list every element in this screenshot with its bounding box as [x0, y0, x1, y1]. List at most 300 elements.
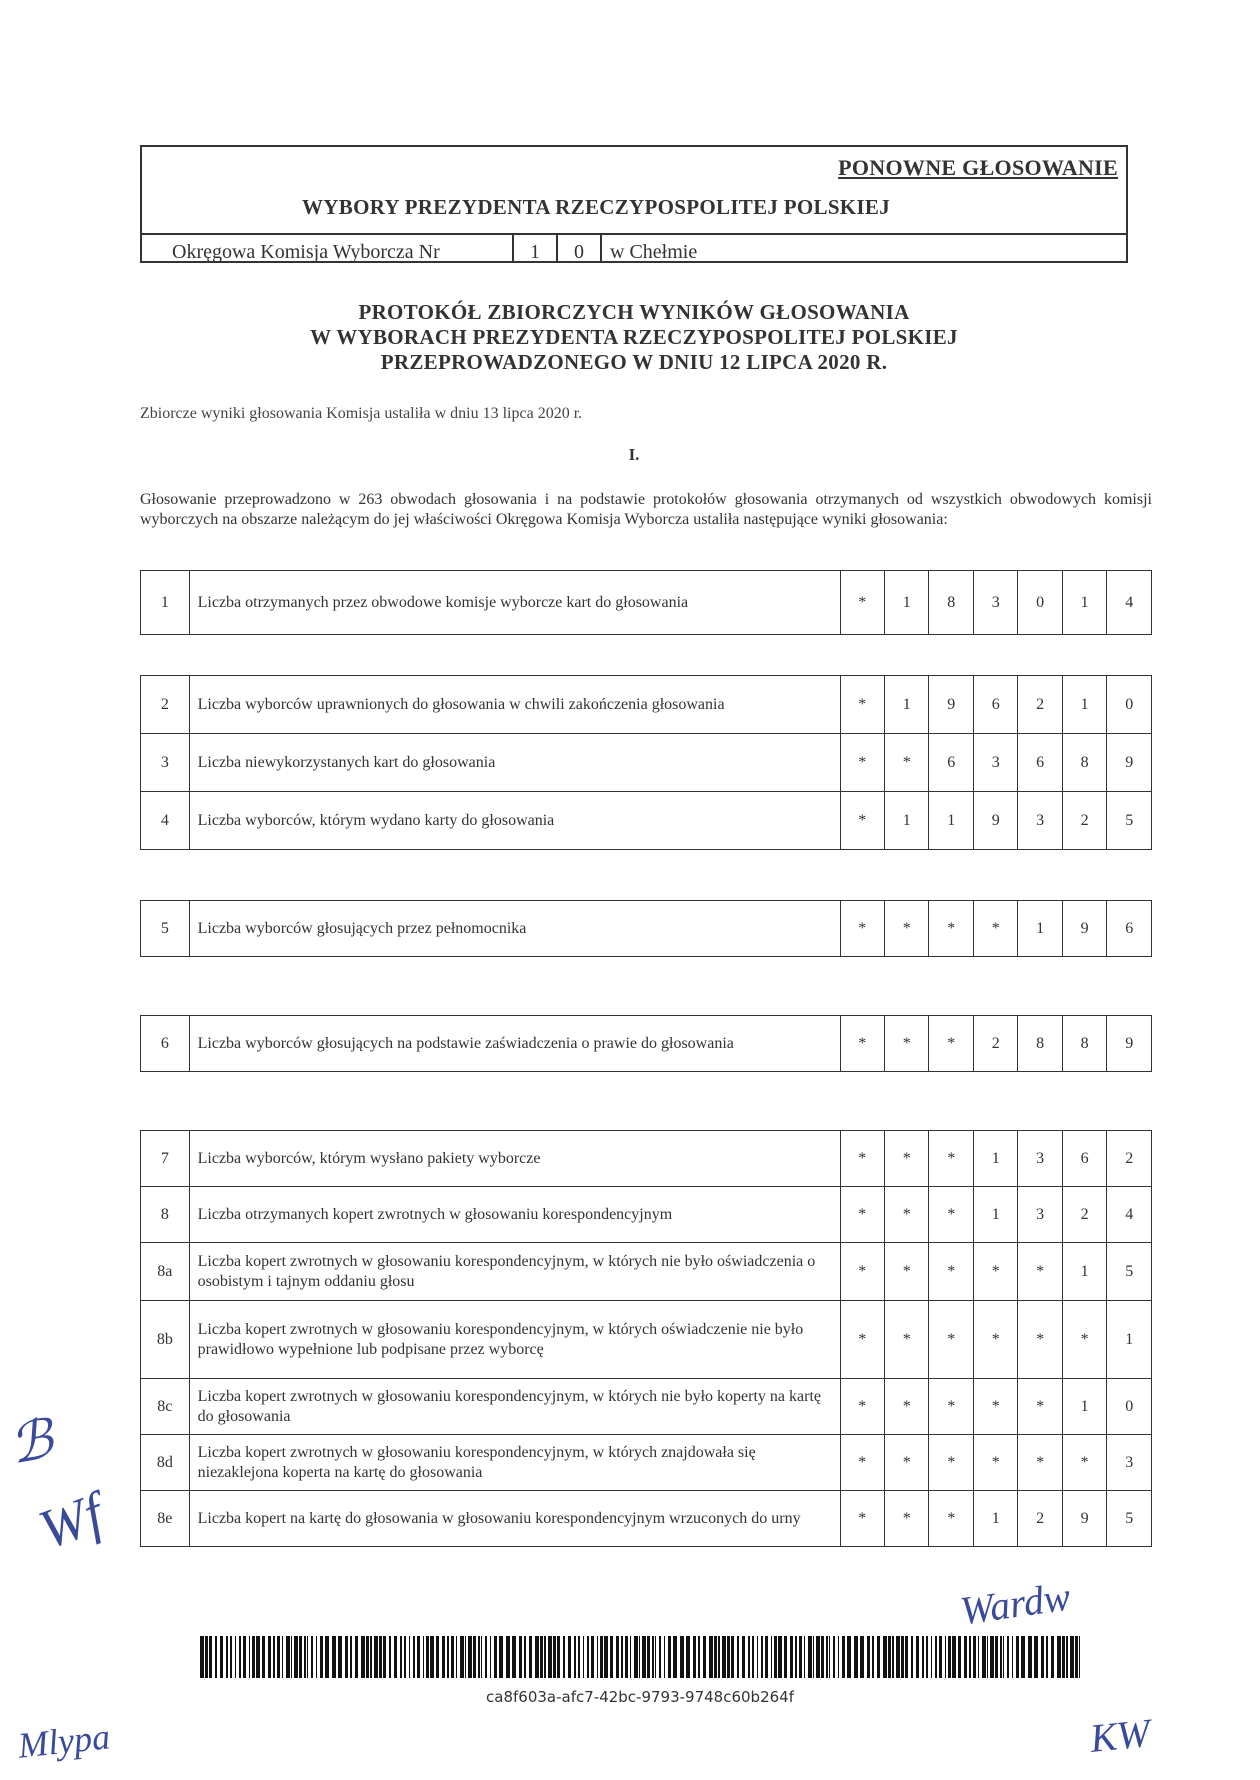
barcode-bar — [574, 1636, 576, 1678]
barcode-bar — [911, 1636, 913, 1678]
barcode-bar — [1051, 1636, 1054, 1678]
barcode-bar — [320, 1636, 323, 1678]
barcode-bar — [1046, 1636, 1048, 1678]
results-table — [140, 675, 1152, 850]
barcode-bar — [639, 1636, 640, 1678]
barcode-bar — [1016, 1636, 1019, 1678]
digit-cell: * — [929, 1187, 973, 1243]
barcode-bar — [722, 1636, 726, 1678]
barcode-bar — [896, 1636, 900, 1678]
digit-cell: 3 — [1018, 1187, 1062, 1243]
barcode-bar — [478, 1636, 480, 1678]
barcode-bar — [867, 1636, 870, 1678]
digit-cell: 0 — [1107, 676, 1152, 734]
barcode-bar — [226, 1636, 228, 1678]
barcode-bar — [1062, 1636, 1065, 1678]
barcode-bar — [742, 1636, 745, 1678]
barcode-bar — [916, 1636, 919, 1678]
barcode-bar — [748, 1636, 750, 1678]
barcode-bar — [220, 1636, 223, 1678]
barcode-bar — [1041, 1636, 1044, 1678]
barcode-bar — [430, 1636, 434, 1678]
digit-cell: * — [884, 1491, 928, 1547]
signature-bottom-right: KW — [1087, 1709, 1153, 1762]
result-row — [141, 1131, 1152, 1187]
section-number: I. — [628, 445, 640, 464]
barcode-bar — [872, 1636, 874, 1678]
barcode — [200, 1636, 1080, 1678]
result-row — [141, 792, 1152, 850]
barcode-bar — [485, 1636, 487, 1678]
barcode-bar — [1003, 1636, 1004, 1678]
result-row — [141, 1187, 1152, 1243]
digit-cell: 4 — [1107, 571, 1152, 635]
barcode-bar — [860, 1636, 864, 1678]
barcode-bar — [481, 1636, 482, 1678]
barcode-bar — [693, 1636, 696, 1678]
barcode-bar — [964, 1636, 967, 1678]
barcode-bar — [286, 1636, 290, 1678]
barcode-bar — [468, 1636, 472, 1678]
row-label: Liczba wyborców uprawnionych do głosowania w chwili zakończenia głosowania — [189, 676, 840, 734]
digit-cell: * — [840, 901, 884, 957]
barcode-bar — [256, 1636, 260, 1678]
barcode-bar — [394, 1636, 397, 1678]
barcode-bar — [307, 1636, 308, 1678]
barcode-bar — [325, 1636, 329, 1678]
digit-cell: * — [840, 1491, 884, 1547]
barcode-bar — [1079, 1636, 1080, 1678]
result-row — [141, 1379, 1152, 1435]
barcode-bar — [460, 1636, 464, 1678]
barcode-bar — [647, 1636, 650, 1678]
barcode-bar — [568, 1636, 571, 1678]
digit-cell: 9 — [929, 676, 973, 734]
digit-cell: 5 — [1107, 792, 1152, 850]
digit-cell: * — [884, 1016, 928, 1072]
runoff-label: PONOWNE GŁOSOWANIE — [838, 155, 1118, 180]
result-row — [141, 676, 1152, 734]
row-label: Liczba wyborców głosujących przez pełnomocnika — [189, 901, 840, 957]
digit-cell: * — [884, 1301, 928, 1379]
barcode-bar — [761, 1636, 763, 1678]
barcode-bar — [816, 1636, 820, 1678]
digit-cell: * — [1018, 1243, 1062, 1301]
digit-cell: 2 — [1018, 676, 1062, 734]
barcode-bar — [563, 1636, 565, 1678]
digit-cell: * — [973, 1243, 1017, 1301]
result-row — [141, 1435, 1152, 1491]
digit-cell: 2 — [1018, 1491, 1062, 1547]
digit-cell: 9 — [1107, 734, 1152, 792]
signature-left-initials: ℬ — [5, 1408, 58, 1476]
barcode-bar — [583, 1636, 584, 1678]
barcode-bar — [524, 1636, 526, 1678]
barcode-bar — [262, 1636, 265, 1678]
barcode-bar — [799, 1636, 802, 1678]
barcode-bar — [901, 1636, 904, 1678]
barcode-bar — [591, 1636, 594, 1678]
barcode-bar — [987, 1636, 988, 1678]
digit-cell: 2 — [973, 1016, 1017, 1072]
barcode-bar — [447, 1636, 449, 1678]
barcode-bar — [243, 1636, 246, 1678]
barcode-bar — [838, 1636, 839, 1678]
digit-cell: 1 — [1107, 1301, 1152, 1379]
digit-cell: * — [929, 1243, 973, 1301]
digit-cell: 2 — [1107, 1131, 1152, 1187]
barcode-bar — [473, 1636, 476, 1678]
row-label: Liczba wyborców, którym wysłano pakiety wyborcze — [189, 1131, 840, 1187]
barcode-bar — [370, 1636, 372, 1678]
barcode-bar — [215, 1636, 217, 1678]
barcode-bar — [597, 1636, 598, 1678]
barcode-bar — [291, 1636, 292, 1678]
barcode-bar — [833, 1636, 835, 1678]
digit-cell: * — [929, 1301, 973, 1379]
digit-cell: 8 — [1018, 1016, 1062, 1072]
digit-cell: * — [840, 1435, 884, 1491]
barcode-bar — [634, 1636, 638, 1678]
digit-cell: * — [884, 1187, 928, 1243]
digit-cell: * — [1018, 1301, 1062, 1379]
barcode-bar — [417, 1636, 420, 1678]
title-line: PROTOKÓŁ ZBIORCZYCH WYNIKÓW GŁOSOWANIA — [358, 300, 910, 324]
barcode-bar — [686, 1636, 690, 1678]
barcode-bar — [784, 1636, 787, 1678]
digit-cell: * — [840, 1379, 884, 1435]
barcode-bar — [630, 1636, 631, 1678]
barcode-bar — [451, 1636, 454, 1678]
barcode-bar — [379, 1636, 382, 1678]
digit-cell: 1 — [973, 1187, 1017, 1243]
barcode-bar — [847, 1636, 851, 1678]
barcode-bar — [389, 1636, 391, 1678]
row-label: Liczba kopert zwrotnych w głosowaniu korespondencyjnym, w których znajdowała się niezaklejona koperta na kartę do głosowania — [189, 1435, 840, 1491]
row-label: Liczba otrzymanych przez obwodowe komisje wyborcze kart do głosowania — [189, 571, 840, 635]
digit-cell: 1 — [1062, 1379, 1106, 1435]
digit-cell: * — [1018, 1435, 1062, 1491]
barcode-bar — [304, 1636, 306, 1678]
digit-cell: * — [929, 1131, 973, 1187]
barcode-bar — [442, 1636, 445, 1678]
row-number: 8 — [141, 1187, 190, 1243]
barcode-bar — [813, 1636, 814, 1678]
barcode-bar — [494, 1636, 497, 1678]
barcode-bar — [553, 1636, 556, 1678]
barcode-bar — [958, 1636, 961, 1678]
results-table — [140, 1015, 1152, 1072]
barcode-bar — [252, 1636, 255, 1678]
barcode-bar — [519, 1636, 522, 1678]
digit-cell: 1 — [884, 676, 928, 734]
digit-cell: * — [884, 1243, 928, 1301]
digit-cell: * — [929, 1491, 973, 1547]
barcode-bar — [718, 1636, 720, 1678]
barcode-bar — [404, 1636, 406, 1678]
barcode-bar — [778, 1636, 782, 1678]
barcode-bar — [332, 1636, 336, 1678]
digit-cell: 9 — [973, 792, 1017, 850]
barcode-bar — [268, 1636, 271, 1678]
barcode-bar — [361, 1636, 365, 1678]
barcode-bar — [727, 1636, 730, 1678]
barcode-bar — [345, 1636, 348, 1678]
barcode-bar — [587, 1636, 589, 1678]
row-number: 8e — [141, 1491, 190, 1547]
digit-cell: * — [884, 1435, 928, 1491]
barcode-bar — [973, 1636, 976, 1678]
result-row — [141, 571, 1152, 635]
digit-cell: 6 — [1018, 734, 1062, 792]
barcode-bar — [610, 1636, 613, 1678]
barcode-bar — [659, 1636, 661, 1678]
barcode-bar — [235, 1636, 236, 1678]
digit-cell: 5 — [1107, 1491, 1152, 1547]
barcode-bar — [765, 1636, 768, 1678]
header-top — [142, 147, 1126, 235]
digit-cell: 1 — [929, 792, 973, 850]
barcode-bar — [948, 1636, 951, 1678]
barcode-bar — [642, 1636, 646, 1678]
barcode-bar — [1007, 1636, 1009, 1678]
digit-cell: 1 — [1062, 676, 1106, 734]
row-label: Liczba kopert zwrotnych w głosowaniu korespondencyjnym, w których oświadczenie nie było prawidłowo wypełnione lub podpisane przez wyborcę — [189, 1301, 840, 1379]
barcode-bar — [239, 1636, 241, 1678]
digit-cell: 3 — [973, 571, 1017, 635]
barcode-bar — [1057, 1636, 1061, 1678]
digit-cell: * — [973, 1379, 1017, 1435]
header-box — [140, 145, 1128, 263]
digit-cell: * — [1018, 1379, 1062, 1435]
row-number: 2 — [141, 676, 190, 734]
row-label: Liczba wyborców, którym wydano karty do głosowania — [189, 792, 840, 850]
barcode-bar — [883, 1636, 887, 1678]
barcode-bar — [621, 1636, 623, 1678]
barcode-bar — [808, 1636, 812, 1678]
digit-cell: * — [973, 1301, 1017, 1379]
digit-cell: 2 — [1062, 1187, 1106, 1243]
row-number: 8b — [141, 1301, 190, 1379]
barcode-bar — [311, 1636, 313, 1678]
digit-cell: 1 — [973, 1131, 1017, 1187]
commission-digit: 1 — [514, 235, 558, 263]
digit-cell: * — [840, 792, 884, 850]
row-label: Liczba wyborców głosujących na podstawie zaświadczenia o prawie do głosowania — [189, 1016, 840, 1072]
barcode-bar — [709, 1636, 713, 1678]
title-line: PRZEPROWADZONEGO W DNIU 12 LIPCA 2020 R. — [380, 350, 888, 374]
barcode-bar — [1034, 1636, 1038, 1678]
digit-cell: 6 — [929, 734, 973, 792]
digit-cell: * — [929, 1379, 973, 1435]
row-number: 5 — [141, 901, 190, 957]
barcode-bar — [842, 1636, 845, 1678]
digit-cell: * — [1062, 1435, 1106, 1491]
barcode-bar — [1028, 1636, 1032, 1678]
barcode-bar — [540, 1636, 543, 1678]
barcode-bar — [490, 1636, 491, 1678]
result-row — [141, 1491, 1152, 1547]
barcode-bar — [795, 1636, 797, 1678]
barcode-bar — [200, 1636, 204, 1678]
barcode-bar — [892, 1636, 894, 1678]
digit-cell: * — [884, 1379, 928, 1435]
barcode-bar — [600, 1636, 603, 1678]
barcode-bar — [557, 1636, 560, 1678]
row-label: Liczba niewykorzystanych kart do głosowania — [189, 734, 840, 792]
digit-cell: * — [929, 1016, 973, 1072]
barcode-bar — [409, 1636, 410, 1678]
barcode-bar — [737, 1636, 739, 1678]
result-row — [141, 1243, 1152, 1301]
intro-paragraph: Głosowanie przeprowadzono w 263 obwodach głosowania i na podstawie protokołów głosowania otrzymanych od wszystkich obwodowych komisji wyborczych na obszarze należącym do jej właściwości Okręgowa Komisja Wyborcza ustaliła następujące wyniki głosowania: — [140, 491, 1152, 528]
barcode-bar — [205, 1636, 208, 1678]
digit-cell: * — [840, 1187, 884, 1243]
barcode-bar — [355, 1636, 358, 1678]
digit-cell: * — [840, 1016, 884, 1072]
barcode-bar — [230, 1636, 232, 1678]
digit-cell: 1 — [1062, 571, 1106, 635]
barcode-bar — [926, 1636, 928, 1678]
digit-cell: 6 — [1107, 901, 1152, 957]
row-number: 1 — [141, 571, 190, 635]
barcode-bar — [673, 1636, 677, 1678]
digit-cell: 0 — [1107, 1379, 1152, 1435]
barcode-bar — [652, 1636, 654, 1678]
barcode-bar — [698, 1636, 700, 1678]
barcode-bar — [249, 1636, 250, 1678]
barcode-bar — [282, 1636, 283, 1678]
barcode-bar — [499, 1636, 503, 1678]
row-number: 8a — [141, 1243, 190, 1301]
barcode-bar — [939, 1636, 942, 1678]
barcode-bar — [578, 1636, 580, 1678]
barcode-bar — [1000, 1636, 1002, 1678]
results-table — [140, 900, 1152, 957]
barcode-bar — [982, 1636, 986, 1678]
barcode-bar — [400, 1636, 402, 1678]
barcode-bar — [1070, 1636, 1074, 1678]
barcode-bar — [294, 1636, 298, 1678]
digit-cell: 1 — [1062, 1243, 1106, 1301]
row-label: Liczba kopert zwrotnych w głosowaniu korespondencyjnym, w których nie było oświadczenia o osobistym i tajnym oddaniu głosu — [189, 1243, 840, 1301]
digit-cell: 3 — [1018, 1131, 1062, 1187]
barcode-bar — [604, 1636, 608, 1678]
barcode-bar — [877, 1636, 880, 1678]
digit-cell: 1 — [973, 1491, 1017, 1547]
barcode-bar — [922, 1636, 924, 1678]
digit-cell: * — [840, 571, 884, 635]
established-date: Zbiorcze wyniki głosowania Komisja ustaliła w dniu 13 lipca 2020 r. — [140, 405, 583, 422]
barcode-bar — [731, 1636, 734, 1678]
row-number: 8d — [141, 1435, 190, 1491]
barcode-bar — [544, 1636, 546, 1678]
result-row — [141, 734, 1152, 792]
barcode-bar — [995, 1636, 998, 1678]
row-number: 6 — [141, 1016, 190, 1072]
election-title: WYBORY PREZYDENTA RZECZYPOSPOLITEJ POLSKIEJ — [302, 195, 891, 219]
commission-row — [142, 235, 1126, 263]
barcode-bar — [888, 1636, 891, 1678]
barcode-bar — [655, 1636, 656, 1678]
row-label: Liczba otrzymanych kopert zwrotnych w głosowaniu korespondencyjnym — [189, 1187, 840, 1243]
barcode-bar — [512, 1636, 516, 1678]
barcode-bar — [905, 1636, 908, 1678]
result-row — [141, 901, 1152, 957]
digit-cell: 6 — [1062, 1131, 1106, 1187]
barcode-bar — [529, 1636, 532, 1678]
digit-cell: 4 — [1107, 1187, 1152, 1243]
barcode-bar — [413, 1636, 415, 1678]
digit-cell: 3 — [1018, 792, 1062, 850]
barcode-bar — [668, 1636, 671, 1678]
commission-label: Okręgowa Komisja Wyborcza Nr — [142, 235, 514, 263]
title-line: W WYBORACH PREZYDENTA RZECZYPOSPOLITEJ POLSKIEJ — [310, 325, 958, 349]
barcode-bar — [664, 1636, 665, 1678]
barcode-bar — [703, 1636, 706, 1678]
barcode-bar — [935, 1636, 937, 1678]
digit-cell: 9 — [1062, 901, 1106, 957]
signature-right: Wardw — [957, 1573, 1074, 1634]
row-label: Liczba kopert zwrotnych w głosowaniu korespondencyjnym, w których nie było koperty na kartę do głosowania — [189, 1379, 840, 1435]
barcode-bar — [277, 1636, 280, 1678]
barcode-bar — [436, 1636, 439, 1678]
commission-digit: 0 — [558, 235, 602, 263]
digit-cell: 8 — [929, 571, 973, 635]
barcode-bar — [680, 1636, 684, 1678]
digit-cell: 8 — [1062, 1016, 1106, 1072]
barcode-bar — [1066, 1636, 1068, 1678]
barcode-bar — [790, 1636, 793, 1678]
barcode-bar — [338, 1636, 342, 1678]
barcode-bar — [616, 1636, 619, 1678]
digit-cell: * — [840, 1301, 884, 1379]
digit-cell: * — [1062, 1301, 1106, 1379]
barcode-bar — [383, 1636, 386, 1678]
barcode-bar — [752, 1636, 754, 1678]
digit-cell: * — [840, 1131, 884, 1187]
barcode-bar — [969, 1636, 971, 1678]
digit-cell: 3 — [1107, 1435, 1152, 1491]
digit-cell: 1 — [884, 571, 928, 635]
row-number: 8c — [141, 1379, 190, 1435]
barcode-bar — [771, 1636, 772, 1678]
digit-cell: 2 — [1062, 792, 1106, 850]
barcode-bar — [774, 1636, 777, 1678]
digit-cell: 5 — [1107, 1243, 1152, 1301]
barcode-bar — [423, 1636, 424, 1678]
result-row — [141, 1016, 1152, 1072]
digit-cell: * — [840, 676, 884, 734]
protocol-title — [140, 300, 1128, 375]
barcode-bar — [757, 1636, 758, 1678]
results-table — [140, 1130, 1152, 1547]
row-number: 7 — [141, 1131, 190, 1187]
digit-cell: * — [973, 901, 1017, 957]
digit-cell: 8 — [1062, 734, 1106, 792]
barcode-bar — [374, 1636, 378, 1678]
barcode-bar — [1075, 1636, 1078, 1678]
barcode-bar — [456, 1636, 457, 1678]
commission-city: w Chełmie — [610, 241, 698, 263]
barcode-bar — [1012, 1636, 1013, 1678]
barcode-bar — [625, 1636, 628, 1678]
digit-cell: * — [884, 734, 928, 792]
digit-cell: * — [929, 901, 973, 957]
row-label: Liczba kopert na kartę do głosowania w głosowaniu korespondencyjnym wrzuconych do urny — [189, 1491, 840, 1547]
digit-cell: * — [884, 901, 928, 957]
barcode-bar — [299, 1636, 302, 1678]
